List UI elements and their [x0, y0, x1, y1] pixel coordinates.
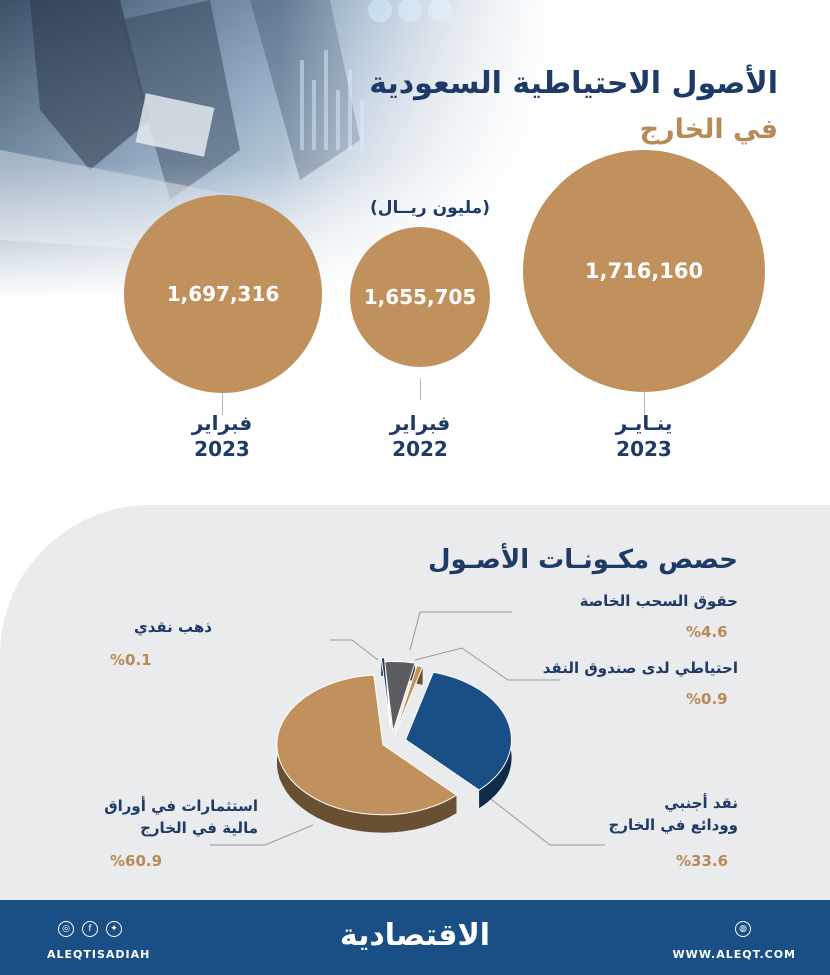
bubble-jan-2023 — [523, 150, 765, 392]
legend-sdr-value: %4.6 — [686, 623, 728, 641]
unit-label: (مليون ريــال) — [370, 198, 490, 218]
legend-imf-label: احتياطي لدى صندوق النقد — [542, 659, 738, 677]
bubble-label-feb-2022 — [358, 410, 482, 462]
bubble-value: 1,697,316 — [166, 282, 280, 306]
legend-inv-value: %60.9 — [110, 852, 163, 870]
page-title: الأصول الاحتياطية السعودية — [369, 66, 778, 101]
instagram-icon[interactable]: ◎ — [58, 921, 74, 937]
bubble-label-jan-2023 — [582, 410, 706, 462]
legend-cash-line2: وودائع في الخارج — [608, 816, 738, 834]
year-label: 2023 — [616, 437, 672, 461]
facebook-icon[interactable]: f — [82, 921, 98, 937]
web-icon[interactable]: ◍ — [735, 921, 751, 937]
brand-logo: الاقتصادية — [339, 918, 491, 953]
section-title: حصص مكـونـات الأصـول — [427, 545, 738, 575]
bubble-label-feb-2023 — [160, 410, 284, 462]
legend-cash-label — [609, 792, 738, 836]
bubble-feb-2022 — [350, 227, 490, 367]
legend-inv-label — [104, 795, 258, 839]
connector-line — [420, 378, 421, 400]
legend-gold-label: ذهب نقدي — [133, 618, 212, 636]
legend-inv-line1: استثمارات في أوراق — [104, 797, 258, 815]
legend-cash-value: %33.6 — [676, 852, 729, 870]
website-link[interactable]: WWW.ALEQT.COM — [672, 948, 796, 961]
legend-imf-value: %0.9 — [686, 690, 728, 708]
legend-gold-value: %0.1 — [110, 651, 152, 669]
year-label: 2022 — [392, 437, 448, 461]
month-label: ينـايـر — [615, 411, 673, 435]
legend-sdr-label: حقوق السحب الخاصة — [579, 592, 738, 610]
page-subtitle: في الخارج — [639, 114, 778, 145]
bubble-feb-2023 — [124, 195, 322, 393]
month-label: فبراير — [389, 411, 451, 435]
social-handle[interactable]: ALEQTISADIAH — [47, 948, 151, 961]
legend-inv-line2: مالية في الخارج — [140, 819, 258, 837]
bubble-value: 1,655,705 — [363, 285, 477, 309]
bubble-value: 1,716,160 — [584, 259, 704, 283]
legend-cash-line1: نقد أجنبي — [664, 794, 738, 812]
twitter-icon[interactable]: ✦ — [106, 921, 122, 937]
month-label: فبراير — [191, 411, 253, 435]
year-label: 2023 — [194, 437, 250, 461]
